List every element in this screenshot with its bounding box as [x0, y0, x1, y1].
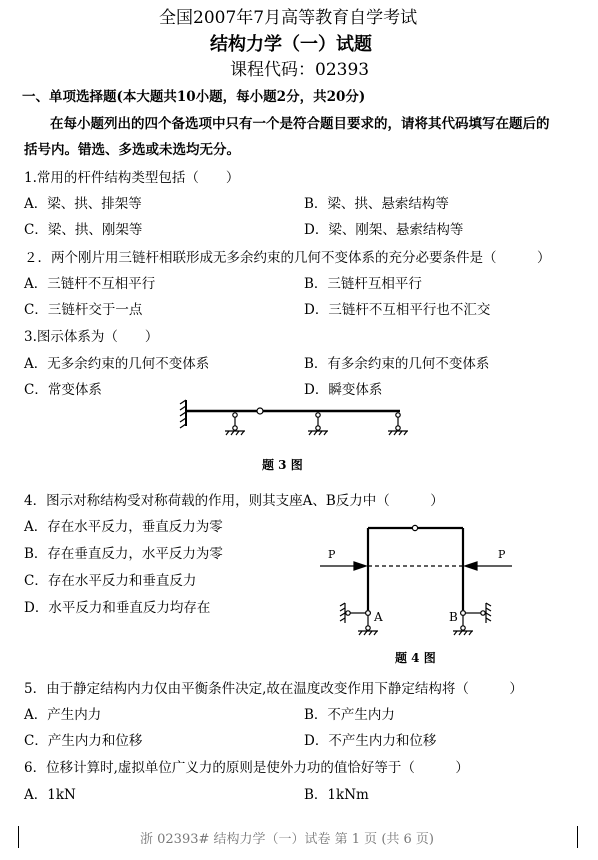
question-1-option-b: B．梁、拱、悬索结构等	[304, 196, 449, 212]
figure-3-diagram	[180, 398, 430, 443]
exam-title: 全国2007年7月高等教育自学考试	[159, 8, 418, 28]
question-3-option-c: C．常变体系	[24, 382, 102, 398]
subject-title: 结构力学（一）试题	[210, 34, 372, 55]
figure-4-load-right-label: P	[498, 548, 506, 561]
figure-4-caption: 题 4 图	[395, 651, 436, 665]
question-5-option-a: A．产生内力	[24, 707, 102, 723]
question-4-option-d: D．水平反力和垂直反力均存在	[24, 600, 211, 616]
question-5-option-c: C．产生内力和位移	[24, 733, 143, 749]
instruction-line-1: 在每小题列出的四个备选项中只有一个是符合题目要求的，请将其代码填写在题后的	[50, 116, 550, 132]
question-1-stem: 1.常用的杆件结构类型包括（ ）	[24, 170, 240, 186]
question-4-option-b: B．存在垂直反力，水平反力为零	[24, 546, 223, 562]
instruction-line-2: 括号内。错选、多选或未选均无分。	[24, 142, 240, 158]
question-5-stem: 5．由于静定结构内力仅由平衡条件决定,故在温度改变作用下静定结构将（ ）	[24, 681, 523, 697]
question-2-option-d: D．三链杆不互相平行也不汇交	[304, 302, 491, 318]
question-1-option-a: A．梁、拱、排架等	[24, 196, 142, 212]
figure-4-support-b-label: B	[449, 610, 458, 624]
question-3-option-b: B．有多余约束的几何不变体系	[304, 356, 490, 372]
question-6-stem: 6．位移计算时,虚拟单位广义力的原则是使外力功的值恰好等于（ ）	[24, 760, 469, 776]
corner-mark-right	[577, 826, 578, 848]
question-6-option-b: B．1kNm	[304, 787, 369, 803]
question-1-option-d: D．梁、刚架、悬索结构等	[304, 222, 464, 238]
question-1-option-c: C．梁、拱、刚架等	[24, 222, 143, 238]
page-footer: 浙 02393# 结构力学（一）试卷 第 1 页 (共 6 页)	[140, 832, 434, 847]
question-4-option-a: A．存在水平反力，垂直反力为零	[24, 519, 223, 535]
question-6-option-a: A．1kN	[24, 787, 76, 803]
corner-mark-left	[18, 826, 19, 848]
question-4-stem: 4．图示对称结构受对称荷载的作用，则其支座A、B反力中（ ）	[24, 493, 444, 509]
question-5-option-d: D．不产生内力和位移	[304, 733, 437, 749]
question-3-stem: 3.图示体系为（ ）	[24, 329, 159, 345]
figure-4-load-left-label: P	[328, 548, 336, 561]
question-2-option-a: A．三链杆不互相平行	[24, 276, 156, 292]
question-3-option-d: D．瞬变体系	[304, 382, 383, 398]
figure-4-diagram	[320, 518, 520, 638]
course-code: 课程代码：02393	[230, 60, 370, 80]
question-4-option-c: C．存在水平反力和垂直反力	[24, 573, 197, 589]
question-2-stem: ２．两个刚片用三链杆相联形成无多余约束的几何不变体系的充分必要条件是（ ）	[24, 250, 551, 266]
figure-4-support-a-label: A	[374, 610, 383, 624]
figure-3-caption: 题 3 图	[262, 458, 303, 472]
question-2-option-c: C．三链杆交于一点	[24, 302, 143, 318]
question-3-option-a: A．无多余约束的几何不变体系	[24, 356, 210, 372]
question-5-option-b: B．不产生内力	[304, 707, 395, 723]
question-2-option-b: B．三链杆互相平行	[304, 276, 422, 292]
section-heading: 一、单项选择题(本大题共10小题，每小题2分，共20分)	[22, 89, 366, 105]
